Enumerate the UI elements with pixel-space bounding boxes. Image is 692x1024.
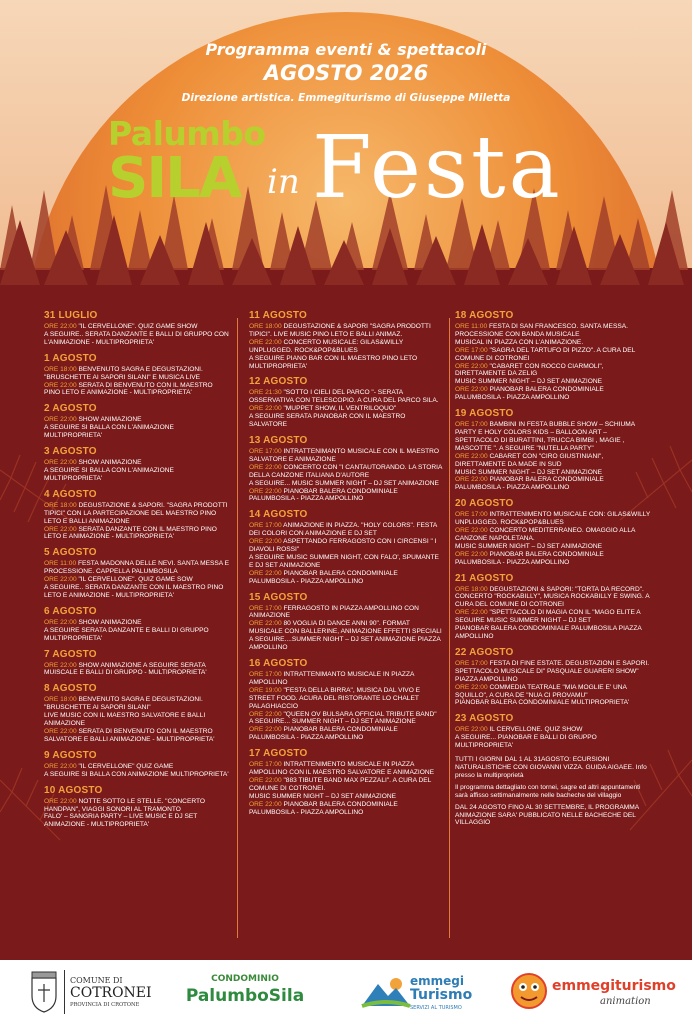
schedule-column-1 [44, 310, 230, 835]
event-text: "FESTA DELLA BIRRA", MUSICA DAL VIVO E STREET FOOD. ACURA DEL RISTORANTE LO CHALET PALAGHIACCIO [249, 686, 421, 710]
event-text: IL CERVELLONE. QUIZ SHOW [489, 726, 583, 734]
event-text: FESTA MADONNA DELLE NEVI. SANTA MESSA E PROCESSIONE. CAPPELLA PALUMBOSILA [44, 560, 230, 576]
event-item [44, 382, 230, 398]
event-text: BENVENUTO SAGRA E DEGUSTAZIONI. "BRUSCHETTE AI SAPORI SILANI" E MUSICA LIVE [44, 365, 203, 381]
animation-line1: emmegiturismo [552, 978, 676, 994]
event-text: SERATA DI BENVENUTO CON IL MAESTRO PINO LETO E ANIMAZIONE - MULTIPROPRIETA' [44, 381, 213, 397]
event-text: "IL CERVELLONE" QUIZ GAME [78, 762, 174, 770]
event-item [44, 696, 230, 712]
event-item [455, 543, 651, 551]
day-date: 15 AGOSTO [249, 591, 308, 603]
event-item [44, 331, 230, 347]
event-time: ORE 22:00 [455, 550, 488, 558]
day-block [455, 713, 651, 750]
poster-subtitle: Programma eventi & spettacoli [205, 40, 487, 59]
event-item [44, 526, 230, 542]
event-text: MUSIC SUMMER NIGHT – DJ SET ANIMAZIONE [455, 542, 603, 550]
artistic-direction: Direzione artistica. Emmegiturismo di Giuseppe Miletta [181, 92, 511, 104]
event-item [44, 323, 230, 331]
condominio-line2: PalumboSila [185, 986, 305, 1006]
event-text: BAMBINI IN FESTA BUBBLE SHOW – SCHIUMA PARTY E HOLY COLORS KIDS – BALLOON ART – SPETTACOLO DI BURATTINI, TRUCCA BIMBI , MAGIE , MASCOTTE ". A SEGUIRE "NUTELLA PARTY" [455, 421, 635, 452]
event-item [455, 726, 651, 734]
event-item [455, 421, 651, 453]
event-item [455, 378, 651, 386]
day-date: 3 AGOSTO [44, 446, 97, 458]
event-item [455, 684, 651, 700]
day-date: 22 AGOSTO [455, 646, 514, 658]
event-time: ORE 22:00 [249, 405, 282, 413]
logo-emmegiturismo-animation [510, 960, 680, 1024]
event-time: ORE 19:00 [249, 686, 282, 694]
event-item [249, 605, 443, 621]
event-text: INTRATTENIMENTO MUSICALE CON: GILAS&WILLY UNPLUGGED. ROCK&POP&BLUES [455, 511, 651, 527]
event-item [249, 413, 443, 429]
event-time: ORE 22:00 [249, 726, 282, 734]
event-time: ORE 22:00 [249, 800, 282, 808]
comune-line1: COMUNE DI [70, 976, 123, 985]
event-item [44, 662, 230, 678]
logo-condominio-palumbosila [180, 960, 320, 1024]
emmegi-line1: emmegi [410, 974, 464, 988]
event-text: CONCERTO MEDITERRANEO. OMAGGIO ALLA CANZONE NAPOLETANA. [455, 527, 636, 542]
event-text: ANIMAZIONE IN PIAZZA. "HOLY COLORS". FESTA DEI COLORI CON ANIMAZIONE E DJ SET [249, 522, 437, 538]
event-text: "883 TIBUTE BAND MAX PEZZALI". A CURA DEL COMUNE DI COTRONEI. [249, 776, 432, 792]
day-date: 1 AGOSTO [44, 352, 97, 364]
day-date: 17 AGOSTO [249, 748, 308, 760]
event-text: FESTA DI SAN FRANCESCO. SANTA MESSA. PROCESSIONE CON BANDA MUSICALE [455, 323, 628, 338]
day-block [249, 435, 443, 503]
day-block [44, 547, 230, 600]
day-block [44, 606, 230, 643]
day-block [44, 310, 230, 347]
event-text: A SEGUIRE... PIANOBAR E BALLI DI GRUPPO MULTIPROPRIETA' [455, 734, 597, 750]
animation-line2: animation [600, 996, 651, 1007]
logo-comune-cotronei [22, 960, 162, 1024]
event-text: "IL CERVELLONE". QUIZ GAME SHOW [78, 323, 198, 330]
day-block [44, 785, 230, 830]
event-text: 80 VOGLIA DI DANCE ANNI 90". FORMAT MUSICALE CON BALLERINE, ANIMAZIONE EFFETTI SPECIALI [249, 620, 442, 636]
event-item [44, 366, 230, 382]
event-item [455, 511, 651, 527]
event-item [249, 464, 443, 480]
event-text: PIANOBAR BALERA CONDOMINIALE MULTIPROPRIETA' [455, 699, 630, 707]
event-time: ORE 22:00 [455, 362, 488, 370]
event-text: SHOW ANIMAZIONE [78, 459, 142, 467]
day-block [44, 446, 230, 483]
coat-of-arms-icon [26, 970, 62, 1014]
day-date: 8 AGOSTO [44, 683, 97, 695]
day-block [455, 647, 651, 707]
event-item [44, 627, 230, 643]
event-time: ORE 22:00 [455, 386, 488, 394]
event-item [455, 323, 651, 339]
note-text: Il programma dettagliato con tornei, sagre ed altri appuntamenti sarà affisso settimanalmente nelle bacheche del villaggio [455, 783, 641, 799]
event-time: ORE 21:30 [249, 389, 282, 397]
event-item [44, 771, 230, 779]
event-item [249, 711, 443, 719]
day-date: 23 AGOSTO [455, 713, 514, 725]
event-text: MUSIC SUMMER NIGHT – DJ SET ANIMAZIONE [249, 792, 397, 800]
event-text: DEGUSTAZIONI & SAPORI: "TORTA DA RECORD". [489, 585, 644, 593]
event-item [44, 467, 230, 483]
event-text: PIANOBAR BALERA CONDOMINIALE PALUMBOSILA - PIAZZA AMPOLLINO [455, 476, 604, 492]
day-block [455, 498, 651, 566]
event-time: ORE 17:00 [455, 659, 488, 667]
event-item [249, 793, 443, 801]
event-text: "CABARET CON ROCCO CIARMOLI", DIRETTAMENTE DA ZELIG [455, 362, 604, 378]
day-date: 21 AGOSTO [455, 572, 514, 584]
day-date: 16 AGOSTO [249, 658, 308, 669]
day-date: 14 AGOSTO [249, 509, 308, 521]
event-text: BENVENUTO SAGRA E DEGUSTAZIONI. "BRUSCHETTE AI SAPORI SILANI" [44, 696, 203, 712]
event-text: DEGUSTAZIONE & SAPORI. "SAGRA PRODOTTI TIPICI" CON LA PARTECIPAZIONE DEL MAESTRO PINO LETO E BALLI ANIMAZIONE [44, 501, 228, 525]
event-text: "SAGRA DEL TARTUFO DI PIZZO". A CURA DEL COMUNE DI COTRONEI [455, 346, 636, 362]
event-item [455, 476, 651, 492]
event-item [455, 386, 651, 402]
event-text: PIANOBAR BALERA CONDOMINIALE PALUMBOSILA - PIAZZA AMPOLLINO [455, 550, 604, 566]
event-item [44, 560, 230, 576]
event-text: SERATA DANZANTE CON IL MAESTRO PINO LETO E ANIMAZIONE - MULTIPROPRIETA' [44, 525, 217, 541]
event-text: INTRATTENIMANTO MUSICALE IN PIAZZA AMPOLLINO [249, 671, 415, 686]
event-time: ORE 18:00 [44, 501, 77, 509]
day-block [44, 683, 230, 743]
event-item [455, 734, 651, 750]
day-block [44, 403, 230, 440]
event-time: ORE 22:00 [44, 618, 77, 626]
event-text: A SEGUIRE SERATA PIANOBAR CON IL MAESTRO SALVATORE [249, 413, 406, 429]
event-text: MUSICAL IN PIAZZA CON L'ANIMAZIONE. [455, 338, 584, 346]
event-item [249, 389, 443, 405]
event-item [44, 728, 230, 744]
schedule-column-3 [455, 310, 651, 827]
day-date: 2 AGOSTO [44, 403, 97, 415]
day-block [455, 573, 651, 641]
emmegi-line3: SERVIZI AL TURISMO [410, 1005, 462, 1011]
event-text: "QUEEN OV BULSARA OFFICIAL TRIBUTE BAND" [283, 710, 437, 718]
event-item [249, 620, 443, 636]
day-block [249, 509, 443, 585]
event-item [455, 551, 651, 567]
event-item [455, 609, 651, 625]
event-item [44, 416, 230, 424]
event-item [249, 339, 443, 355]
day-block [44, 353, 230, 398]
event-time: ORE 17:00 [455, 511, 488, 519]
event-time: ORE 11:00 [455, 323, 488, 330]
event-text: SHOW ANIMAZIONE [78, 618, 142, 626]
event-text: A SEGUIRE PIANO BAR CON IL MAESTRO PINO LETO MULTIPROPRIETA' [249, 354, 418, 370]
event-time: ORE 17:00 [249, 604, 282, 612]
event-item [455, 469, 651, 477]
event-text: PIANOBAR BALERA CONDOMINIALE PALUMBOSILA PIAZZA AMPOLLINO [455, 625, 642, 640]
day-block [249, 658, 443, 742]
event-time: ORE 22:00 [249, 538, 282, 546]
event-text: PIANOBAR BALERA CONDOMINIALE PALUMBOSILA - PIAZZA AMPOLLINO [249, 726, 398, 742]
event-time: ORE 22:00 [455, 452, 488, 460]
event-item [249, 761, 443, 777]
day-date: 7 AGOSTO [44, 648, 97, 660]
day-date: 18 AGOSTO [455, 310, 514, 321]
event-text: PIANOBAR BALERA CONDOMINIALE PALUMBOSILA - PIAZZA AMPOLLINO [455, 386, 604, 402]
event-text: A SEGUIRE MUSIC SUMMER NIGHT, CON FALO', SPUMANTE E DJ SET ANIMAZIONE [249, 553, 439, 569]
event-item [249, 801, 443, 817]
title-in: in [267, 162, 300, 202]
event-text: A SEGUIRE... MUSIC SUMMER NIGHT – DJ SET ANIMAZIONE [249, 479, 439, 487]
day-date: 9 AGOSTO [44, 749, 97, 761]
day-date: 6 AGOSTO [44, 605, 97, 617]
day-date: 11 AGOSTO [249, 310, 307, 321]
title-sila: SILA [108, 146, 241, 211]
event-item [249, 480, 443, 488]
event-time: ORE 22:00 [249, 569, 282, 577]
event-item [455, 453, 651, 469]
day-block [249, 376, 443, 429]
title-festa: Festa [312, 118, 563, 218]
event-item [249, 323, 443, 339]
day-block [44, 649, 230, 678]
event-item [249, 538, 443, 554]
poster-month: AGOSTO 2026 [263, 61, 429, 85]
event-item [44, 619, 230, 627]
event-item [44, 584, 230, 600]
event-text: MUSIC SUMMER NIGHT – DJ SET ANIMAZIONE [455, 378, 603, 386]
event-item [249, 570, 443, 586]
event-text: FALO' – SANGRIA PARTY – LIVE MUSIC E DJ SET ANIMAZIONE - MULTIPROPRIETA' [44, 813, 198, 829]
event-time: ORE 22:00 [455, 726, 488, 734]
event-time: ORE 22:00 [249, 710, 282, 718]
day-block [455, 310, 651, 402]
event-time: ORE 22:00 [249, 463, 282, 471]
event-text: ASPETTANDO FERRAGOSTO CON I CIRCENSI " I DIAVOLI ROSSI" [249, 538, 437, 554]
general-notes [455, 756, 651, 827]
event-time: ORE 22:00 [249, 338, 282, 346]
event-text: A SEGUIRE SI BALLA CON ANIMAZIONE MULTIPROPRIETA' [44, 770, 229, 778]
event-item [249, 405, 443, 413]
event-time: ORE 22:00 [44, 525, 77, 533]
event-item [249, 671, 443, 687]
day-block [249, 592, 443, 652]
event-item [455, 625, 651, 641]
event-text: DEGUSTAZIONE & SAPORI "SAGRA PRODOTTI TIPICI". LIVE MUSIC PINO LETO E BALLI ANIMAZ. [249, 323, 431, 338]
note-text: DAL 24 AGOSTO FINO AL 30 SETTEMBRE, IL PROGRAMMA ANIMAZIONE SARA' PUBBLICATO NELLE BACHECHE DEL VILLAGGIO [455, 803, 639, 827]
column-divider [449, 318, 450, 938]
event-text: INTRATTENIMANTO MUSICALE CON IL MAESTRO SALVATORE E ANIMAZIONE [249, 447, 440, 463]
day-block [455, 408, 651, 492]
event-item [249, 355, 443, 371]
event-item [249, 777, 443, 793]
day-date: 12 AGOSTO [249, 376, 308, 388]
event-text: CONCERTO "ROCKABILLY", MUSICA ROCKABILLY E SWING. A CURA DEL COMUNE DI COTRONEI [455, 593, 650, 609]
day-block [249, 748, 443, 816]
event-text: CONCERTO MUSICALE: GILAS&WILLY UNPLUGGED. ROCK&POP&BLUES [249, 338, 404, 354]
mascot-icon [510, 972, 548, 1010]
event-text: SHOW ANIMAZIONE A SEGUIRE SERATA MUISCALE E BALLI DI GRUPPO - MULTIPROPRIETA' [44, 661, 207, 677]
logo-emmegi-turismo [360, 960, 480, 1024]
event-time: ORE 22:00 [455, 476, 488, 484]
event-time: ORE 22:00 [44, 728, 77, 735]
day-block [44, 489, 230, 542]
event-item [249, 488, 443, 504]
event-item [249, 636, 443, 652]
day-date: 5 AGOSTO [44, 547, 97, 559]
event-text: FERRAGOSTO IN PIAZZA AMPOLLINO CON ANIMAZIONE [249, 604, 419, 620]
event-time: ORE 18:00 [44, 696, 77, 704]
day-date: 20 AGOSTO [455, 498, 514, 510]
event-text: PIANOBAR BALERA CONDOMINIALE PALUMBOSILA - PIAZZA AMPOLLINO [249, 800, 398, 816]
event-time: ORE 22:00 [44, 762, 77, 770]
day-block [249, 310, 443, 370]
day-date: 13 AGOSTO [249, 434, 308, 446]
event-item [455, 339, 651, 347]
event-text: NOTTE SOTTO LE STELLE. "CONCERTO HANDPAN", VIAGGI SONORI AL TRAMONTO [44, 797, 206, 813]
event-text: A SEGUIRE.. SERATA DANZANTE CON IL MAESTRO PINO LETO E ANIMAZIONE - MULTIPROPRIETA' [44, 584, 224, 599]
event-time: ORE 18:00 [44, 365, 77, 373]
event-item [249, 726, 443, 742]
event-item [249, 718, 443, 726]
event-text: MUSIC SUMMER NIGHT – DJ SET ANIMAZIONE [455, 468, 603, 476]
event-time: ORE 18:00 [249, 323, 282, 330]
event-item [455, 593, 651, 609]
event-time: ORE 22:00 [455, 609, 488, 617]
title-palumbo: Palumbo [108, 114, 266, 153]
event-text: COMMEDIA TEATRALE "MIA MOGLIE E' UNA SQUILLO", A CURA DE "NUA CI PROVAMU" [455, 683, 627, 699]
event-text: A SEGUIRE.. SERATA DANZANTE E BALLI DI GRUPPO CON L'ANIMAZIONE - MULTIPROPRIETA' [44, 330, 229, 346]
event-item [249, 522, 443, 538]
event-time: ORE 17:00 [455, 421, 488, 429]
event-text: A SEGUIRE SERATA DANZANTE E BALLI DI GRUPPO MULTIPROPRIETA' [44, 626, 209, 642]
event-item [455, 527, 651, 543]
event-text: "IL CERVELLONE". QUIZ GAME SOW [78, 576, 193, 584]
event-time: ORE 17:00 [249, 522, 282, 530]
event-time: ORE 22:00 [249, 620, 282, 628]
event-time: ORE 22:00 [44, 459, 77, 467]
day-date: 4 AGOSTO [44, 488, 97, 500]
event-time: ORE 22:00 [249, 487, 282, 495]
event-item [44, 798, 230, 814]
event-text: FESTA DI FINE ESTATE. DEGUSTAZIONI E SAPORI. [489, 659, 650, 667]
event-time: ORE 22:00 [44, 323, 77, 330]
event-text: SHOW ANIMAZIONE [78, 416, 142, 424]
event-item [44, 763, 230, 771]
event-item [249, 554, 443, 570]
event-text: A SEGUIRE... SUMMER NIGHT – DJ SET ANIMAZIONE [249, 718, 416, 726]
day-date: 31 LUGLIO [44, 310, 98, 321]
event-time: ORE 18:00 [455, 585, 488, 593]
condominio-line1: CONDOMINIO [211, 974, 279, 984]
event-text: A SEGUIRE....SUMMER NIGHT – DJ SET ANIMAZIONE PIAZZA AMPOLLINO [249, 636, 441, 652]
event-time: ORE 11:00 [44, 560, 77, 568]
comune-line3: PROVINCIA DI CROTONE [70, 1002, 140, 1008]
event-time: ORE 17:00 [455, 346, 488, 354]
event-item [249, 448, 443, 464]
schedule-column-2 [249, 310, 443, 823]
mountain-icon [360, 972, 412, 1012]
event-time: ORE 22:00 [44, 416, 77, 424]
event-text: INTRATTENIMENTO MUSICALE IN PIAZZA AMPOLLINO CON IL MAESTRO SALVATORE E ANIMAZIONE [249, 761, 435, 777]
event-time: ORE 17:00 [249, 671, 282, 678]
event-item [44, 459, 230, 467]
event-text: PIANOBAR BALERA CONDOMINIALE PALUMBOSILA - PIAZZA AMPOLLINO [249, 487, 398, 503]
sponsor-logo-bar [0, 960, 692, 1024]
emmegi-line2: Turismo [410, 987, 473, 1003]
event-text: PIANOBAR BALERA CONDOMINIALE PALUMBOSILA - PIAZZA AMPOLLINO [249, 569, 398, 585]
event-text: CONCERTO CON "I CANTAUTORANDO. LA STORIA DELLA CANZONE ITALIANA D'AUTORE [249, 463, 443, 479]
event-text: "SPETTACOLO DI MAGIA CON IL "MAGO ELITE A SEGUIRE MUSIC SUMMER NIGHT – DJ SET [455, 609, 641, 625]
event-item [455, 347, 651, 363]
event-item [249, 687, 443, 711]
event-text: CABARET CON "CIRO GIUSTINIANI", DIRETTAMENTE DA MADE IN SUD [455, 452, 604, 468]
event-item [455, 363, 651, 379]
event-item [44, 502, 230, 526]
event-text: A SEGUIRE SI BALLA CON L'ANIMAZIONE MULTIPROPRIETA' [44, 424, 174, 440]
event-item [455, 586, 651, 594]
event-text: SERATA DI BENVENUTO CON IL MAESTRO SALVATORE E BALLI ANIMAZIONE - MULTIPROPRIETA' [44, 728, 215, 743]
comune-line2: COTRONEI [70, 985, 152, 1001]
column-divider [237, 318, 238, 938]
event-time: ORE 22:00 [44, 576, 77, 584]
event-text: SPETTACOLO MUSICALE DI" PASQUALE GUARERI SHOW" PIAZZA AMPOLLINO [455, 667, 639, 683]
event-item [455, 668, 651, 684]
event-item [455, 699, 651, 707]
event-time: ORE 17:00 [249, 447, 282, 455]
event-item [44, 424, 230, 440]
note-text: TUTTI I GIORNI DAL 1 AL 31AGOSTO: ECURSIONI NATURALISTICHE CON GIOVANNI VIZZA. GUIDA AIGAEE. Info presso la multiproprietà [455, 756, 647, 779]
event-time: ORE 17:00 [249, 761, 282, 769]
event-text: "SOTTO I CIELI DEL PARCO "- SERATA OSSERVATIVA CON TELESCOPIO. A CURA DEL PARCO SILA. [249, 389, 439, 405]
event-time: ORE 22:00 [455, 683, 488, 691]
event-text: LIVE MUSIC CON IL MAESTRO SALVATORE E BALLI ANIMAZIONE [44, 712, 206, 728]
day-date: 19 AGOSTO [455, 408, 514, 420]
event-item [44, 712, 230, 728]
event-text: "MUPPET SHOW, IL VENTRILOQUO" [283, 405, 397, 413]
event-item [44, 576, 230, 584]
day-block [44, 750, 230, 779]
event-item [44, 813, 230, 829]
event-time: ORE 22:00 [455, 527, 488, 535]
event-time: ORE 22:00 [44, 661, 77, 669]
event-time: ORE 22:00 [249, 776, 282, 784]
event-time: ORE 22:00 [44, 797, 77, 805]
event-item [455, 660, 651, 668]
event-text: A SEGUIRE SI BALLA CON L'ANIMAZIONE MULTIPROPRIETA' [44, 466, 174, 482]
day-date: 10 AGOSTO [44, 784, 103, 796]
event-time: ORE 22:00 [44, 381, 77, 389]
